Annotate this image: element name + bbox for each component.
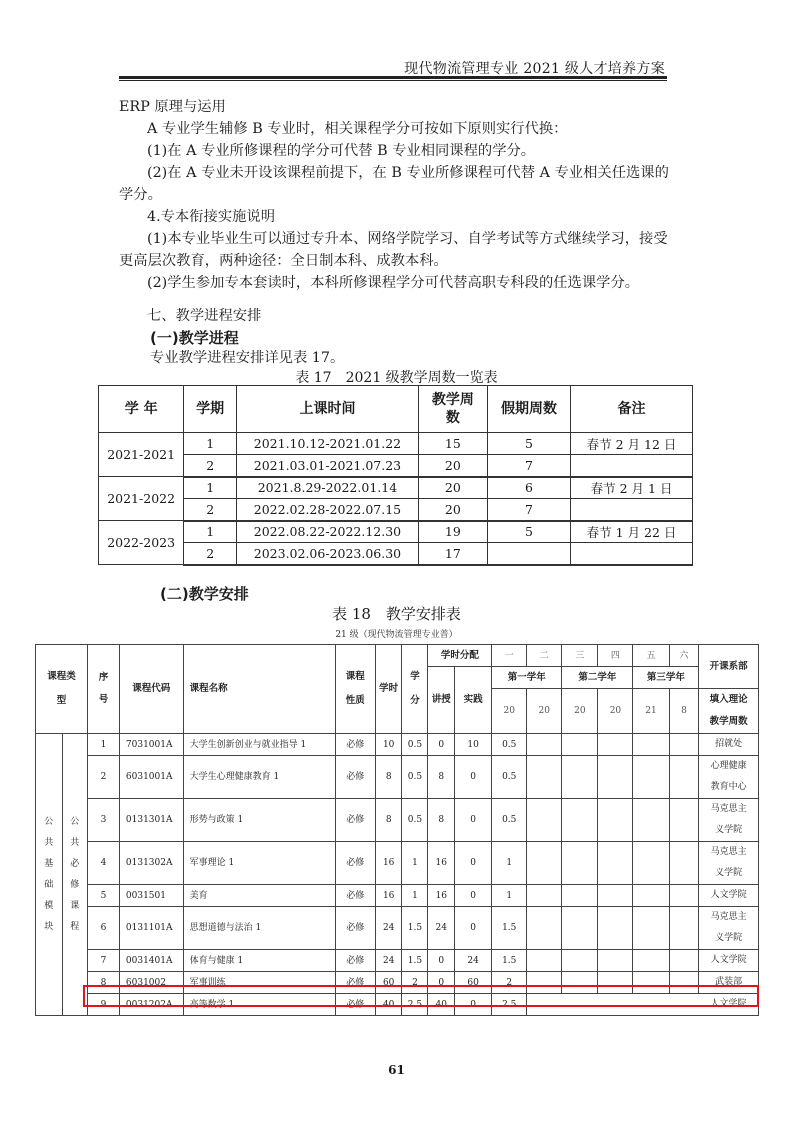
cell-credit: 0.5	[402, 799, 428, 842]
header-year-2: 第二学年	[562, 667, 633, 689]
cell-time: 2023.02.06-2023.06.30	[237, 543, 419, 565]
cell-semester-6	[669, 799, 699, 842]
paragraph-section-4: 4.专本衔接实施说明	[147, 209, 276, 225]
table18-subcaption: 21 级（现代物流管理专业普）	[335, 630, 458, 640]
header-course-nature: 课程 性质	[335, 645, 375, 734]
cell-note	[571, 499, 693, 521]
header-course-type: 课程类 型	[36, 645, 88, 734]
cell-practice: 0	[455, 756, 492, 799]
cell-semester-6	[669, 756, 699, 799]
cell-lecture: 40	[428, 994, 455, 1016]
cell-semester-3	[562, 885, 598, 907]
document-header-title: 现代物流管理专业 2021 级人才培养方案	[404, 61, 665, 77]
cell-practice: 0	[455, 907, 492, 950]
cell-term: 1	[184, 521, 237, 543]
cell-semester-6	[669, 907, 699, 950]
table18-header-row-1	[36, 645, 759, 667]
cell-practice: 60	[455, 972, 492, 994]
cell-time: 2021.10.12-2021.01.22	[237, 433, 419, 455]
cell-semester-4	[598, 842, 633, 885]
table18-body	[36, 734, 759, 1016]
cell-time: 2021.03.01-2021.07.23	[237, 455, 419, 477]
cell-hours: 10	[375, 734, 402, 756]
table-row	[36, 842, 759, 885]
cell-lecture: 0	[428, 734, 455, 756]
header-holiday-weeks: 假期周数	[487, 386, 570, 433]
cell-year: 2022-2023	[99, 521, 184, 565]
cell-credit: 1	[402, 842, 428, 885]
cell-semester-1: 0.5	[492, 734, 527, 756]
cell-hours: 60	[375, 972, 402, 994]
table-row	[36, 994, 759, 1016]
cell-name: 军事理论 1	[183, 842, 335, 885]
cell-semester-5	[633, 907, 669, 950]
cell-semester-5	[633, 756, 669, 799]
cell-hours: 8	[375, 756, 402, 799]
cell-seq: 4	[88, 842, 120, 885]
cell-department: 人文学院	[699, 950, 759, 972]
cell-weeks: 20	[418, 499, 487, 521]
header-course-name: 课程名称	[183, 645, 335, 734]
cell-seq: 1	[88, 734, 120, 756]
table-row	[36, 734, 759, 756]
cell-code: 7031001A	[119, 734, 183, 756]
cell-seq: 3	[88, 799, 120, 842]
cell-practice: 24	[455, 950, 492, 972]
cell-seq: 2	[88, 756, 120, 799]
paragraph-minor-substitution: A 专业学生辅修 B 专业时，相关课程学分可按如下原则实行代换：	[147, 121, 568, 137]
cell-holiday: 5	[487, 433, 570, 455]
table-row	[99, 433, 693, 455]
cell-semester-5	[633, 885, 669, 907]
cell-term: 2	[184, 543, 237, 565]
cell-department: 心理健康 教育中心	[699, 756, 759, 799]
header-weeks-s4: 20	[598, 689, 633, 734]
cell-time: 2021.8.29-2022.01.14	[237, 477, 419, 499]
header-credit: 学 分	[402, 645, 428, 734]
header-weeks-s2: 20	[527, 689, 562, 734]
table-row	[99, 455, 693, 477]
cell-semester-1: 0.5	[492, 756, 527, 799]
paragraph-upgrade-2: (2)学生参加专本套读时，本科所修课程学分可代替高职专科段的任选课学分。	[147, 275, 640, 291]
cell-term: 1	[184, 477, 237, 499]
header-semester-1: 一	[492, 645, 527, 667]
cell-semester-3	[562, 907, 598, 950]
category-outer: 公 共 基 础 模 块	[36, 734, 63, 1016]
cell-name: 高等数学 1	[183, 994, 335, 1016]
cell-semester-5	[633, 950, 669, 972]
cell-hours: 24	[375, 950, 402, 972]
cell-semester-2	[527, 907, 562, 950]
table-17-teaching-weeks	[98, 385, 693, 566]
cell-nature: 必修	[335, 994, 375, 1016]
header-semester-4: 四	[598, 645, 633, 667]
cell-credit: 0.5	[402, 756, 428, 799]
cell-lecture: 8	[428, 756, 455, 799]
cell-semester-2	[527, 756, 562, 799]
cell-semester-4	[598, 885, 633, 907]
cell-semester-6	[669, 885, 699, 907]
cell-semester-2	[527, 994, 562, 1016]
cell-note: 春节 1 月 22 日	[571, 521, 693, 543]
cell-semester-4	[598, 994, 633, 1016]
cell-nature: 必修	[335, 756, 375, 799]
cell-semester-3	[562, 799, 598, 842]
cell-semester-5	[633, 842, 669, 885]
cell-semester-3	[562, 994, 598, 1016]
table-row	[36, 950, 759, 972]
table-row	[36, 799, 759, 842]
cell-nature: 必修	[335, 734, 375, 756]
table-row	[36, 756, 759, 799]
paragraph-see-table-17: 专业教学进程安排详见表 17。	[150, 350, 345, 366]
cell-semester-1: 2	[492, 972, 527, 994]
header-year-3: 第三学年	[633, 667, 699, 689]
cell-practice: 0	[455, 994, 492, 1016]
cell-lecture: 24	[428, 907, 455, 950]
cell-semester-1: 0.5	[492, 799, 527, 842]
cell-code: 0131101A	[119, 907, 183, 950]
cell-practice: 0	[455, 799, 492, 842]
header-lecture: 讲授	[428, 667, 455, 734]
table-row	[36, 907, 759, 950]
cell-semester-6	[669, 950, 699, 972]
cell-holiday	[487, 543, 570, 565]
cell-holiday: 7	[487, 455, 570, 477]
table17-header-row	[99, 386, 693, 433]
cell-seq: 9	[88, 994, 120, 1016]
subheading-teaching-progress: (一)教学进程	[150, 329, 239, 347]
cell-semester-5	[633, 994, 669, 1016]
cell-department: 招就处	[699, 734, 759, 756]
cell-holiday: 5	[487, 521, 570, 543]
cell-semester-4	[598, 950, 633, 972]
cell-department: 马克思主 义学院	[699, 907, 759, 950]
cell-weeks: 20	[418, 455, 487, 477]
cell-term: 1	[184, 433, 237, 455]
header-weeks-s6: 8	[669, 689, 699, 734]
cell-semester-2	[527, 799, 562, 842]
cell-note: 春节 2 月 1 日	[571, 477, 693, 499]
cell-hours: 16	[375, 885, 402, 907]
cell-note	[571, 543, 693, 565]
paragraph-rule-2: (2)在 A 专业未开设该课程前提下，在 B 专业所修课程可代替 A 专业相关任选课的学分。	[119, 165, 669, 203]
cell-nature: 必修	[335, 799, 375, 842]
cell-seq: 6	[88, 907, 120, 950]
cell-semester-6	[669, 994, 699, 1016]
header-semester-3: 三	[562, 645, 598, 667]
cell-code: 0131302A	[119, 842, 183, 885]
header-rule	[119, 76, 667, 81]
cell-practice: 10	[455, 734, 492, 756]
cell-code: 6031001A	[119, 756, 183, 799]
page-number: 61	[388, 1063, 405, 1077]
header-term: 学期	[184, 386, 237, 433]
cell-semester-2	[527, 734, 562, 756]
cell-semester-5	[633, 734, 669, 756]
cell-lecture: 0	[428, 950, 455, 972]
cell-hours: 24	[375, 907, 402, 950]
cell-credit: 1	[402, 885, 428, 907]
cell-hours: 16	[375, 842, 402, 885]
header-year-1: 第一学年	[492, 667, 562, 689]
cell-time: 2022.08.22-2022.12.30	[237, 521, 419, 543]
cell-credit: 2	[402, 972, 428, 994]
cell-code: 0031401A	[119, 950, 183, 972]
header-class-time: 上课时间	[237, 386, 419, 433]
cell-semester-6	[669, 842, 699, 885]
cell-department: 人文学院	[699, 885, 759, 907]
header-semester-6: 六	[669, 645, 699, 667]
cell-semester-3	[562, 734, 598, 756]
category-inner: 公 共 必 修 课 程	[62, 734, 87, 1016]
cell-weeks: 20	[418, 477, 487, 499]
table-row	[99, 477, 693, 499]
table-18-teaching-arrangement	[35, 644, 759, 1016]
cell-semester-1: 2.5	[492, 994, 527, 1016]
cell-lecture: 16	[428, 885, 455, 907]
cell-name: 美育	[183, 885, 335, 907]
header-course-code: 课程代码	[119, 645, 183, 734]
header-semester-5: 五	[633, 645, 669, 667]
cell-lecture: 16	[428, 842, 455, 885]
header-seq: 序 号	[88, 645, 120, 734]
cell-holiday: 7	[487, 499, 570, 521]
cell-name: 形势与政策 1	[183, 799, 335, 842]
cell-weeks: 19	[418, 521, 487, 543]
cell-name: 大学生创新创业与就业指导 1	[183, 734, 335, 756]
header-notes: 备注	[571, 386, 693, 433]
cell-code: 0031202A	[119, 994, 183, 1016]
cell-seq: 7	[88, 950, 120, 972]
header-weeks-s3: 20	[562, 689, 598, 734]
cell-lecture: 0	[428, 972, 455, 994]
cell-code: 0031501	[119, 885, 183, 907]
cell-name: 大学生心理健康教育 1	[183, 756, 335, 799]
cell-credit: 2.5	[402, 994, 428, 1016]
cell-credit: 0.5	[402, 734, 428, 756]
cell-weeks: 15	[418, 433, 487, 455]
cell-semester-2	[527, 842, 562, 885]
table-row	[36, 972, 759, 994]
cell-semester-4	[598, 907, 633, 950]
header-academic-year: 学 年	[99, 386, 184, 433]
table17-caption: 表 17 2021 级教学周数一览表	[295, 370, 498, 386]
cell-note: 春节 2 月 12 日	[571, 433, 693, 455]
cell-semester-2	[527, 972, 562, 994]
cell-semester-6	[669, 972, 699, 994]
cell-nature: 必修	[335, 885, 375, 907]
cell-name: 思想道德与法治 1	[183, 907, 335, 950]
cell-year: 2021-2021	[99, 433, 184, 477]
cell-semester-3	[562, 972, 598, 994]
cell-department: 马克思主 义学院	[699, 799, 759, 842]
cell-time: 2022.02.28-2022.07.15	[237, 499, 419, 521]
cell-semester-6	[669, 734, 699, 756]
cell-code: 6031002	[119, 972, 183, 994]
table18-caption: 表 18 教学安排表	[332, 605, 461, 623]
header-weeks-s5: 21	[633, 689, 669, 734]
table-row	[99, 499, 693, 521]
cell-credit: 1.5	[402, 950, 428, 972]
cell-semester-4	[598, 734, 633, 756]
cell-semester-5	[633, 972, 669, 994]
cell-year: 2021-2022	[99, 477, 184, 521]
cell-semester-3	[562, 842, 598, 885]
table-row	[99, 543, 693, 565]
cell-code: 0131301A	[119, 799, 183, 842]
cell-lecture: 8	[428, 799, 455, 842]
cell-semester-1: 1	[492, 842, 527, 885]
cell-semester-4	[598, 972, 633, 994]
cell-semester-1: 1.5	[492, 907, 527, 950]
cell-hours: 40	[375, 994, 402, 1016]
cell-practice: 0	[455, 842, 492, 885]
cell-semester-3	[562, 950, 598, 972]
cell-semester-1: 1.5	[492, 950, 527, 972]
cell-seq: 5	[88, 885, 120, 907]
header-semester-2: 二	[527, 645, 562, 667]
cell-credit: 1.5	[402, 907, 428, 950]
section-heading-7: 七、教学进程安排	[147, 308, 262, 324]
subheading-teaching-arrangement: (二)教学安排	[160, 585, 249, 603]
table-row	[99, 521, 693, 543]
cell-practice: 0	[455, 885, 492, 907]
cell-semester-2	[527, 950, 562, 972]
cell-seq: 8	[88, 972, 120, 994]
paragraph-rule-1: (1)在 A 专业所修课程的学分可代替 B 专业相同课程的学分。	[147, 143, 536, 159]
paragraph-erp: ERP 原理与运用	[119, 99, 226, 115]
cell-term: 2	[184, 499, 237, 521]
header-hours-distribution: 学时分配	[428, 645, 492, 667]
cell-term: 2	[184, 455, 237, 477]
cell-semester-1: 1	[492, 885, 527, 907]
header-practice: 实践	[455, 667, 492, 734]
cell-semester-2	[527, 885, 562, 907]
cell-nature: 必修	[335, 842, 375, 885]
cell-semester-4	[598, 756, 633, 799]
header-fill-weeks: 填入理论 教学周数	[699, 689, 759, 734]
paragraph-upgrade-1: (1)本专业毕业生可以通过专升本、网络学院学习、自学考试等方式继续学习，接受更高层次教育，两种途径：全日制本科、成教本科。	[119, 231, 668, 269]
cell-semester-5	[633, 799, 669, 842]
cell-weeks: 17	[418, 543, 487, 565]
cell-nature: 必修	[335, 950, 375, 972]
header-department: 开课系部	[699, 645, 759, 689]
cell-hours: 8	[375, 799, 402, 842]
cell-department: 人文学院	[699, 994, 759, 1016]
cell-nature: 必修	[335, 972, 375, 994]
cell-note	[571, 455, 693, 477]
cell-semester-3	[562, 756, 598, 799]
table-row	[36, 885, 759, 907]
header-teaching-weeks: 教学周 数	[418, 386, 487, 433]
cell-nature: 必修	[335, 907, 375, 950]
cell-name: 体育与健康 1	[183, 950, 335, 972]
cell-holiday: 6	[487, 477, 570, 499]
cell-semester-4	[598, 799, 633, 842]
cell-department: 武装部	[699, 972, 759, 994]
header-weeks-s1: 20	[492, 689, 527, 734]
cell-name: 军事训练	[183, 972, 335, 994]
header-hours: 学时	[375, 645, 402, 734]
cell-department: 马克思主 义学院	[699, 842, 759, 885]
